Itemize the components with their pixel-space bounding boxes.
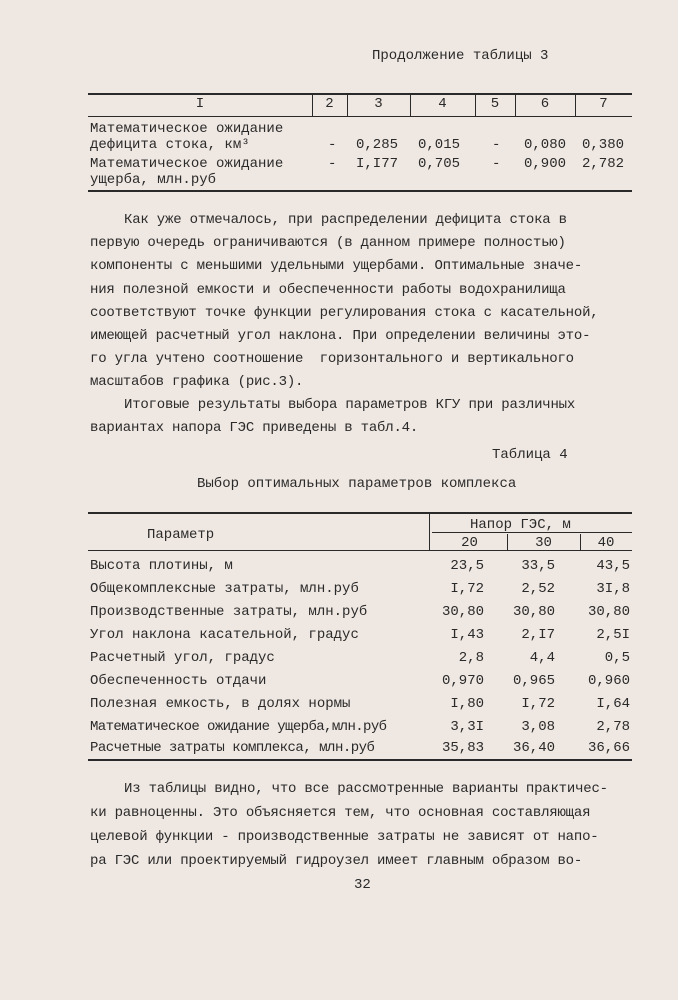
table3-cell: - <box>328 137 337 153</box>
table4-row-label: Общекомплексные затраты, млн.руб <box>90 581 359 597</box>
table4-row-label: Расчетный угол, градус <box>90 650 275 666</box>
paragraph-line: компоненты с меньшими удельными ущербами. Оптимальные значе- <box>90 258 583 274</box>
table4-cell: I,43 <box>450 627 484 643</box>
table3-cell: 0,015 <box>418 137 461 153</box>
table3-header-cell: 2 <box>325 96 334 112</box>
table3-cell: 2,782 <box>582 156 625 172</box>
table4-cell: 2,78 <box>596 719 630 735</box>
table4-top-rule <box>88 512 632 514</box>
table3-header-cell: 6 <box>540 96 550 112</box>
paragraph-line: Как уже отмечалось, при распределении дефицита стока в <box>124 212 567 228</box>
table4-cell: 4,4 <box>529 650 555 666</box>
paragraph-line: целевой функции - производственные затраты не зависят от напо- <box>90 829 599 845</box>
table3-caption: Продолжение таблицы 3 <box>372 48 549 64</box>
table3-cell: 0,705 <box>418 156 461 172</box>
table3-header-cell: 3 <box>374 96 383 112</box>
table4-label: Таблица 4 <box>492 447 568 463</box>
paragraph-line: ки равноценны. Это объясняется тем, что основная составляющая <box>90 805 591 821</box>
table4-cell: 36,66 <box>587 740 630 756</box>
table4-col-header: 20 <box>461 535 478 551</box>
table4-param-header: Параметр <box>147 527 215 543</box>
table3-cell: 0,900 <box>524 156 567 172</box>
table3-cell: 0,080 <box>524 137 567 153</box>
table4-group-header: Напор ГЭС, м <box>470 517 571 533</box>
table3-bottom-rule <box>88 190 632 192</box>
table4-cell: 30,80 <box>441 604 484 620</box>
table4-col-divider <box>429 514 430 550</box>
paragraph-line: Из таблицы видно, что все рассмотренные варианты практичес- <box>124 781 608 797</box>
table4-cell: 2,I7 <box>521 627 555 643</box>
paragraph-line: первую очередь ограничиваются (в данном примере полностью) <box>90 235 566 251</box>
table4-row-label: Обеспеченность отдачи <box>90 673 267 689</box>
table4-row-label: Производственные затраты, млн.руб <box>90 604 368 620</box>
table4-cell: 3,08 <box>521 719 555 735</box>
table4-cell: 0,970 <box>441 673 484 689</box>
table3-cell: 0,285 <box>356 137 399 153</box>
table4-cell: I,72 <box>521 696 555 712</box>
table4-cell: I,72 <box>450 581 484 597</box>
table3-header-cell: 4 <box>438 96 447 112</box>
table4-cell: 30,80 <box>587 604 630 620</box>
table3-header-cell: 7 <box>599 96 608 112</box>
table3-header-rule <box>88 116 632 117</box>
table4-cell: 2,5I <box>596 627 630 643</box>
table4-cell: 2,52 <box>521 581 555 597</box>
table3-row-label: Математическое ожидание <box>90 121 284 137</box>
paragraph-line: масштабов графика (рис.3). <box>90 374 304 390</box>
table4-cell: 30,80 <box>512 604 555 620</box>
table4-cell: 33,5 <box>521 558 555 574</box>
table4-row-label: Полезная емкость, в долях нормы <box>90 696 351 712</box>
paragraph-line: имеющей расчетный угол наклона. При определении величины это- <box>90 328 591 344</box>
table4-cell: 2,8 <box>458 650 484 666</box>
table4-cell: 0,965 <box>512 673 555 689</box>
table4-cell: I,64 <box>596 696 630 712</box>
table4-col-header: 40 <box>597 535 615 551</box>
table3-header-cell: I <box>195 96 205 112</box>
table3-cell: - <box>492 137 501 153</box>
table4-cell: 0,960 <box>587 673 630 689</box>
table4-cell: 3I,8 <box>596 581 630 597</box>
table4-col-header: 30 <box>535 535 552 551</box>
table4-cell: 36,40 <box>512 740 555 756</box>
table4-bottom-rule <box>88 759 632 761</box>
table4-title: Выбор оптимальных параметров комплекса <box>197 476 517 492</box>
table3-row-label: дефицита стока, км³ <box>90 137 250 153</box>
table4-cell: I,80 <box>450 696 484 712</box>
table3-cell: I,I77 <box>356 156 399 172</box>
table4-row-label: Расчетные затраты комплекса, млн.руб <box>90 740 375 756</box>
table3-top-rule <box>88 93 632 95</box>
table4-cell: 35,83 <box>441 740 484 756</box>
table4-cell: 43,5 <box>596 558 630 574</box>
paragraph-line: вариантах напора ГЭС приведены в табл.4. <box>90 420 419 436</box>
paragraph-line: соответствуют точке функции регулирования стока с касательной, <box>90 305 599 321</box>
paragraph-line: ния полезной емкости и обеспеченности работы водохранилища <box>90 282 566 298</box>
table4-cell: 3,3I <box>450 719 484 735</box>
table3-header-cell: 5 <box>490 96 500 112</box>
table4-cell: 0,5 <box>604 650 630 666</box>
table3-cell: - <box>492 156 501 172</box>
table3-cell: - <box>328 156 337 172</box>
table4-row-label: Высота плотины, м <box>90 558 233 574</box>
page-number: 32 <box>354 877 371 893</box>
table4-row-label: Математическое ожидание ущерба,млн.руб <box>90 719 387 735</box>
paragraph-line: го угла учтено соотношение горизонтального и вертикального <box>90 351 574 367</box>
paragraph-line: ра ГЭС или проектируемый гидроузел имеет главным образом во- <box>90 853 583 869</box>
table3-row-label: Математическое ожидание <box>90 156 284 172</box>
table4-row-label: Угол наклона касательной, градус <box>90 627 359 643</box>
paragraph-line: Итоговые результаты выбора параметров КГУ при различных <box>124 397 576 413</box>
table3-cell: 0,380 <box>582 137 625 153</box>
table4-cell: 23,5 <box>450 558 484 574</box>
table3-row-label: ущерба, млн.руб <box>90 172 217 188</box>
